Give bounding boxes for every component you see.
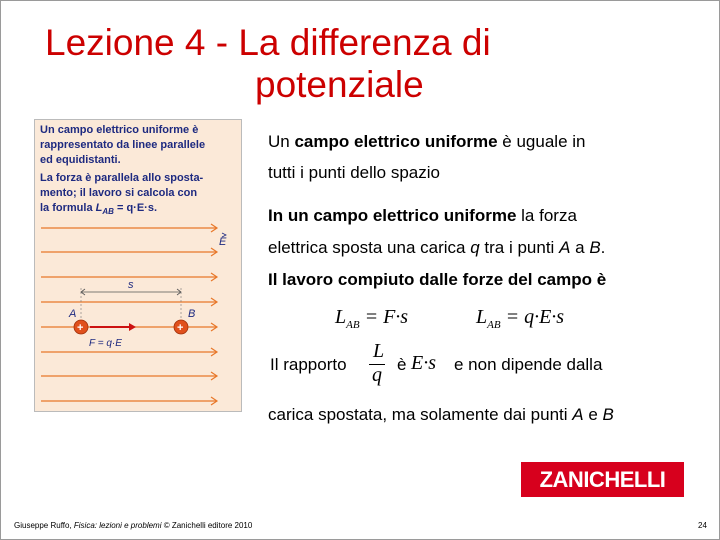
text-run: Un (268, 132, 295, 151)
formula-L: L (476, 306, 488, 328)
footer-credit (14, 521, 252, 530)
ratio-fraction (369, 340, 389, 390)
ratio-text-suffix: e non dipende dalla (454, 355, 603, 374)
title-line-2: potenziale (255, 64, 424, 105)
text-italic: B (589, 238, 601, 257)
paragraph-2-line-1 (268, 206, 577, 226)
text-italic: A (572, 405, 584, 424)
text-bold: In un campo elettrico uniforme (268, 206, 517, 225)
label-E: E (219, 236, 227, 248)
charge-A-sign: + (77, 322, 84, 334)
text-italic: q (470, 238, 480, 257)
label-s: s (128, 279, 134, 291)
force-arrowhead (129, 323, 136, 331)
field-figure (34, 119, 242, 412)
formula-E-s: E·s (411, 352, 436, 374)
text-run: è uguale in (497, 132, 586, 151)
label-force: F = q·E (89, 338, 122, 349)
fraction-denominator: q (372, 364, 382, 386)
formula-rest: = F·s (359, 306, 409, 328)
caption-line: la formula (40, 202, 96, 214)
text-run: e (583, 405, 603, 424)
field-arrowheads (211, 224, 217, 405)
page-number: 24 (698, 521, 707, 530)
ratio-text-prefix: Il rapporto (270, 355, 347, 374)
title-line-1: Lezione 4 - La differenza di (45, 22, 491, 63)
label-B: B (188, 308, 196, 320)
footer-publisher: © Zanichelli editore 2010 (161, 521, 253, 530)
caption-line: mento; il lavoro si calcola con (40, 187, 198, 199)
text-run: elettrica sposta una carica (268, 238, 471, 257)
text-run: . (600, 238, 606, 257)
formula-rest: = q·E·s (500, 306, 565, 328)
paragraph-1-line-2: tutti i punti dello spazio (268, 163, 440, 182)
paragraph-3: Il lavoro compiuto dalle forze del campo è (268, 270, 607, 289)
text-run: tra i punti (479, 238, 560, 257)
paragraph-2-line-2 (268, 238, 605, 258)
ratio-text-is: è (397, 355, 407, 374)
formula-sub: AB (487, 319, 501, 331)
caption-formula-rest: = q·E·s. (113, 202, 158, 214)
text-run: carica spostata, ma solamente dai punti (268, 405, 573, 424)
footer-book-title: Fisica: lezioni e problemi (73, 521, 162, 530)
formula-L: L (335, 306, 347, 328)
caption-line: ed equidistanti. (40, 154, 121, 166)
text-run: la forza (516, 206, 577, 225)
text-italic: B (602, 405, 614, 424)
field-diagram (35, 120, 241, 411)
caption-line: Un campo elettrico uniforme è (40, 124, 199, 136)
caption-line: La forza è parallela allo sposta- (40, 172, 204, 184)
fraction-numerator: L (373, 340, 385, 362)
text-italic: A (559, 238, 571, 257)
caption-formula-sub: AB (102, 207, 114, 217)
charge-B-sign: + (177, 322, 184, 334)
caption-formula-L: L (95, 202, 103, 214)
footer-author: Giuseppe Ruffo, (14, 521, 74, 530)
paragraph-1-line-1 (268, 132, 585, 152)
paragraph-5 (268, 405, 614, 425)
zanichelli-logo: ZANICHELLI (521, 462, 684, 497)
text-run: a (570, 238, 590, 257)
caption-line: rappresentato da linee parallele (40, 139, 206, 151)
label-A: A (69, 308, 77, 320)
text-bold: campo elettrico uniforme (294, 132, 498, 151)
formula-sub: AB (346, 319, 360, 331)
formula-work-field (476, 306, 564, 331)
formula-work-force (335, 306, 408, 331)
